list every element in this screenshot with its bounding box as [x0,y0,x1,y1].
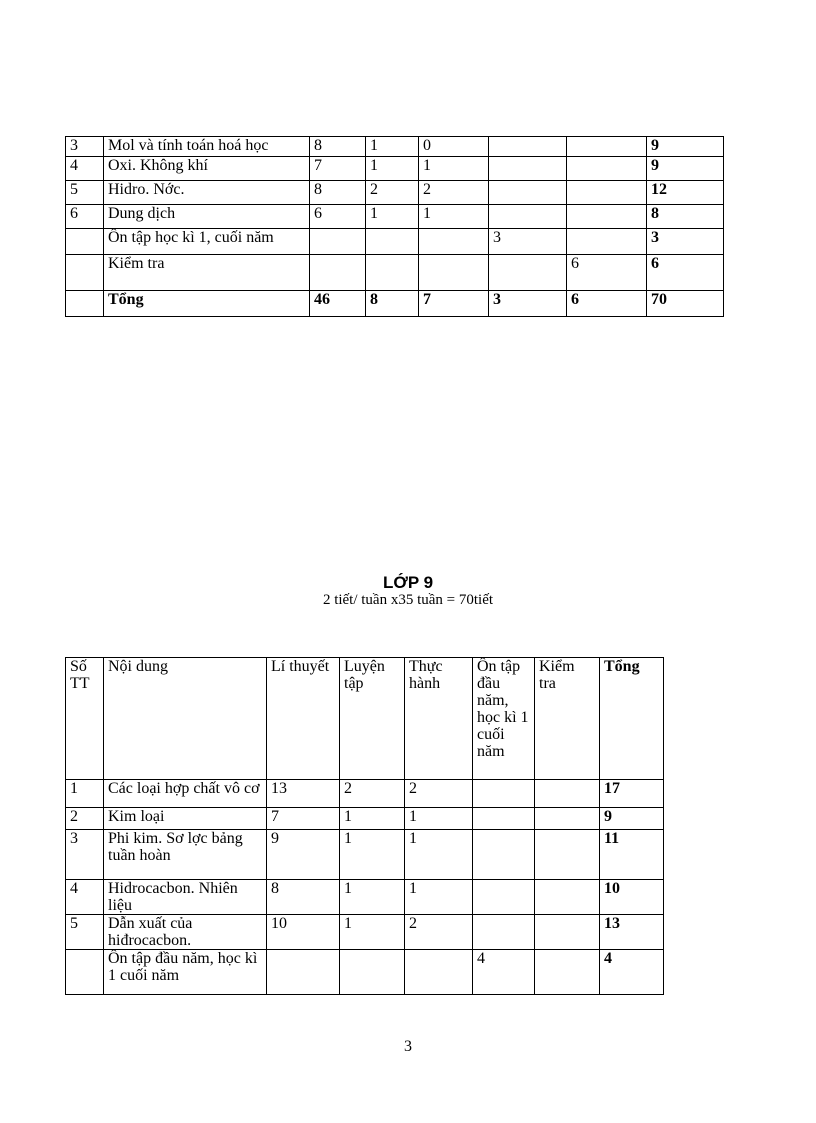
table-cell: 10 [267,915,340,950]
table-cell [340,950,405,995]
table-cell: 9 [600,808,664,830]
table-cell [535,780,600,808]
table-header-row [66,658,664,780]
table-cell: Oxi. Không khí [104,157,310,181]
table-cell [366,255,419,291]
table-cell [473,880,535,915]
table-cell [366,229,419,255]
table-cell: Tổng [104,291,310,317]
table-cell: Kim loại [104,808,267,830]
table-cell: 4 [66,880,104,915]
table-row [66,291,724,317]
table-lop9 [65,657,664,995]
table-cell: 5 [66,181,104,205]
table-cell: 7 [267,808,340,830]
table-cell [489,255,567,291]
table-cell: 13 [600,915,664,950]
table-cell: 1 [419,205,489,229]
table-cell: 1 [340,915,405,950]
table-cell [473,808,535,830]
table-row [66,880,664,915]
table-cell: 6 [66,205,104,229]
table-cell: 10 [600,880,664,915]
column-header: Số TT [66,658,104,780]
table-cell: 17 [600,780,664,808]
table-cell: 4 [473,950,535,995]
table-cell: 0 [419,137,489,157]
table-cell [567,181,647,205]
table-cell: 8 [267,880,340,915]
table-cell: Phi kim. Sơ lợc bảng tuần hoàn [104,830,267,880]
table-row [66,950,664,995]
table-cell: 1 [405,808,473,830]
table-cell: 2 [405,780,473,808]
table-cell [473,780,535,808]
table-cell: 4 [600,950,664,995]
table-row [66,229,724,255]
table-cell [535,950,600,995]
table-cell: 46 [310,291,366,317]
table-row [66,181,724,205]
table-cell: 2 [66,808,104,830]
column-header: Luyện tập [340,658,405,780]
table-cell: 9 [647,157,724,181]
table-cell [267,950,340,995]
table-cell: 7 [310,157,366,181]
table-cell: 8 [310,181,366,205]
table-cell: 3 [647,229,724,255]
table-cell [567,205,647,229]
table-cell: 3 [66,830,104,880]
table-cell: 5 [66,915,104,950]
table-cell [535,830,600,880]
table-cell: 1 [340,808,405,830]
table-cell: 7 [419,291,489,317]
table-cell [489,181,567,205]
table-cell [535,808,600,830]
table-cell: 8 [647,205,724,229]
table-cell [310,229,366,255]
table-row [66,205,724,229]
table-cell [419,229,489,255]
table-row [66,808,664,830]
table-cell: 2 [405,915,473,950]
table-cell: 4 [66,157,104,181]
table-cell: 1 [405,880,473,915]
table-cell [473,830,535,880]
table-cell: 1 [405,830,473,880]
table-row [66,157,724,181]
table-cell [405,950,473,995]
table-cell [535,880,600,915]
table-row [66,255,724,291]
table-cell: 1 [366,205,419,229]
table-cell: 70 [647,291,724,317]
table-cell: 2 [340,780,405,808]
class-subtitle: 2 tiết/ tuần x35 tuần = 70tiết [322,592,494,608]
table-cell [66,229,104,255]
table-cell: 9 [267,830,340,880]
table-cell [66,255,104,291]
table-cell: 1 [419,157,489,181]
table-cell: 9 [647,137,724,157]
table-cell: 3 [489,229,567,255]
table-cell: Mol và tính toán hoá học [104,137,310,157]
table-cell [567,229,647,255]
table-row [66,915,664,950]
column-header: Lí thuyết [267,658,340,780]
table-cell: Ôn tập học kì 1, cuối năm [104,229,310,255]
table-cell: 6 [567,291,647,317]
table-cell: 6 [310,205,366,229]
table-lop8-continued [65,136,724,317]
table-cell: 1 [366,137,419,157]
column-header: Ôn tập đầu năm, học kì 1 cuối năm [473,658,535,780]
table-cell: 8 [310,137,366,157]
table-cell: 2 [366,181,419,205]
table-cell: 3 [489,291,567,317]
table-cell: Ôn tập đầu năm, học kì 1 cuối năm [104,950,267,995]
table-row [66,137,724,157]
table-cell: Kiểm tra [104,255,310,291]
table-cell [567,137,647,157]
column-header: Nội dung [104,658,267,780]
table-cell [489,205,567,229]
table-cell: 2 [419,181,489,205]
table-cell: 6 [647,255,724,291]
table-cell [535,915,600,950]
table-cell: 12 [647,181,724,205]
table-cell: 6 [567,255,647,291]
table-cell: 1 [66,780,104,808]
table-cell: 13 [267,780,340,808]
column-header: Tổng [600,658,664,780]
page-number: 3 [404,1038,412,1055]
column-header: Thực hành [405,658,473,780]
table-row [66,780,664,808]
table-cell: 3 [66,137,104,157]
table-cell: 8 [366,291,419,317]
table-cell: 1 [340,880,405,915]
table-cell: Dung dịch [104,205,310,229]
table-cell: Các loại hợp chất vô cơ [104,780,267,808]
table-cell [310,255,366,291]
class-title: LỚP 9 [382,573,434,592]
table-cell [489,157,567,181]
table-cell [567,157,647,181]
table-cell: Hidrocacbon. Nhiên liệu [104,880,267,915]
table-cell: 1 [366,157,419,181]
table-cell [66,950,104,995]
table-row [66,830,664,880]
table-cell: 11 [600,830,664,880]
table-cell [473,915,535,950]
table-cell: Hidro. Nớc. [104,181,310,205]
column-header: Kiểm tra [535,658,600,780]
table-cell [66,291,104,317]
table-cell [419,255,489,291]
table-cell: Dẫn xuất của hiđrocacbon. [104,915,267,950]
table-cell: 1 [340,830,405,880]
table-cell [489,137,567,157]
